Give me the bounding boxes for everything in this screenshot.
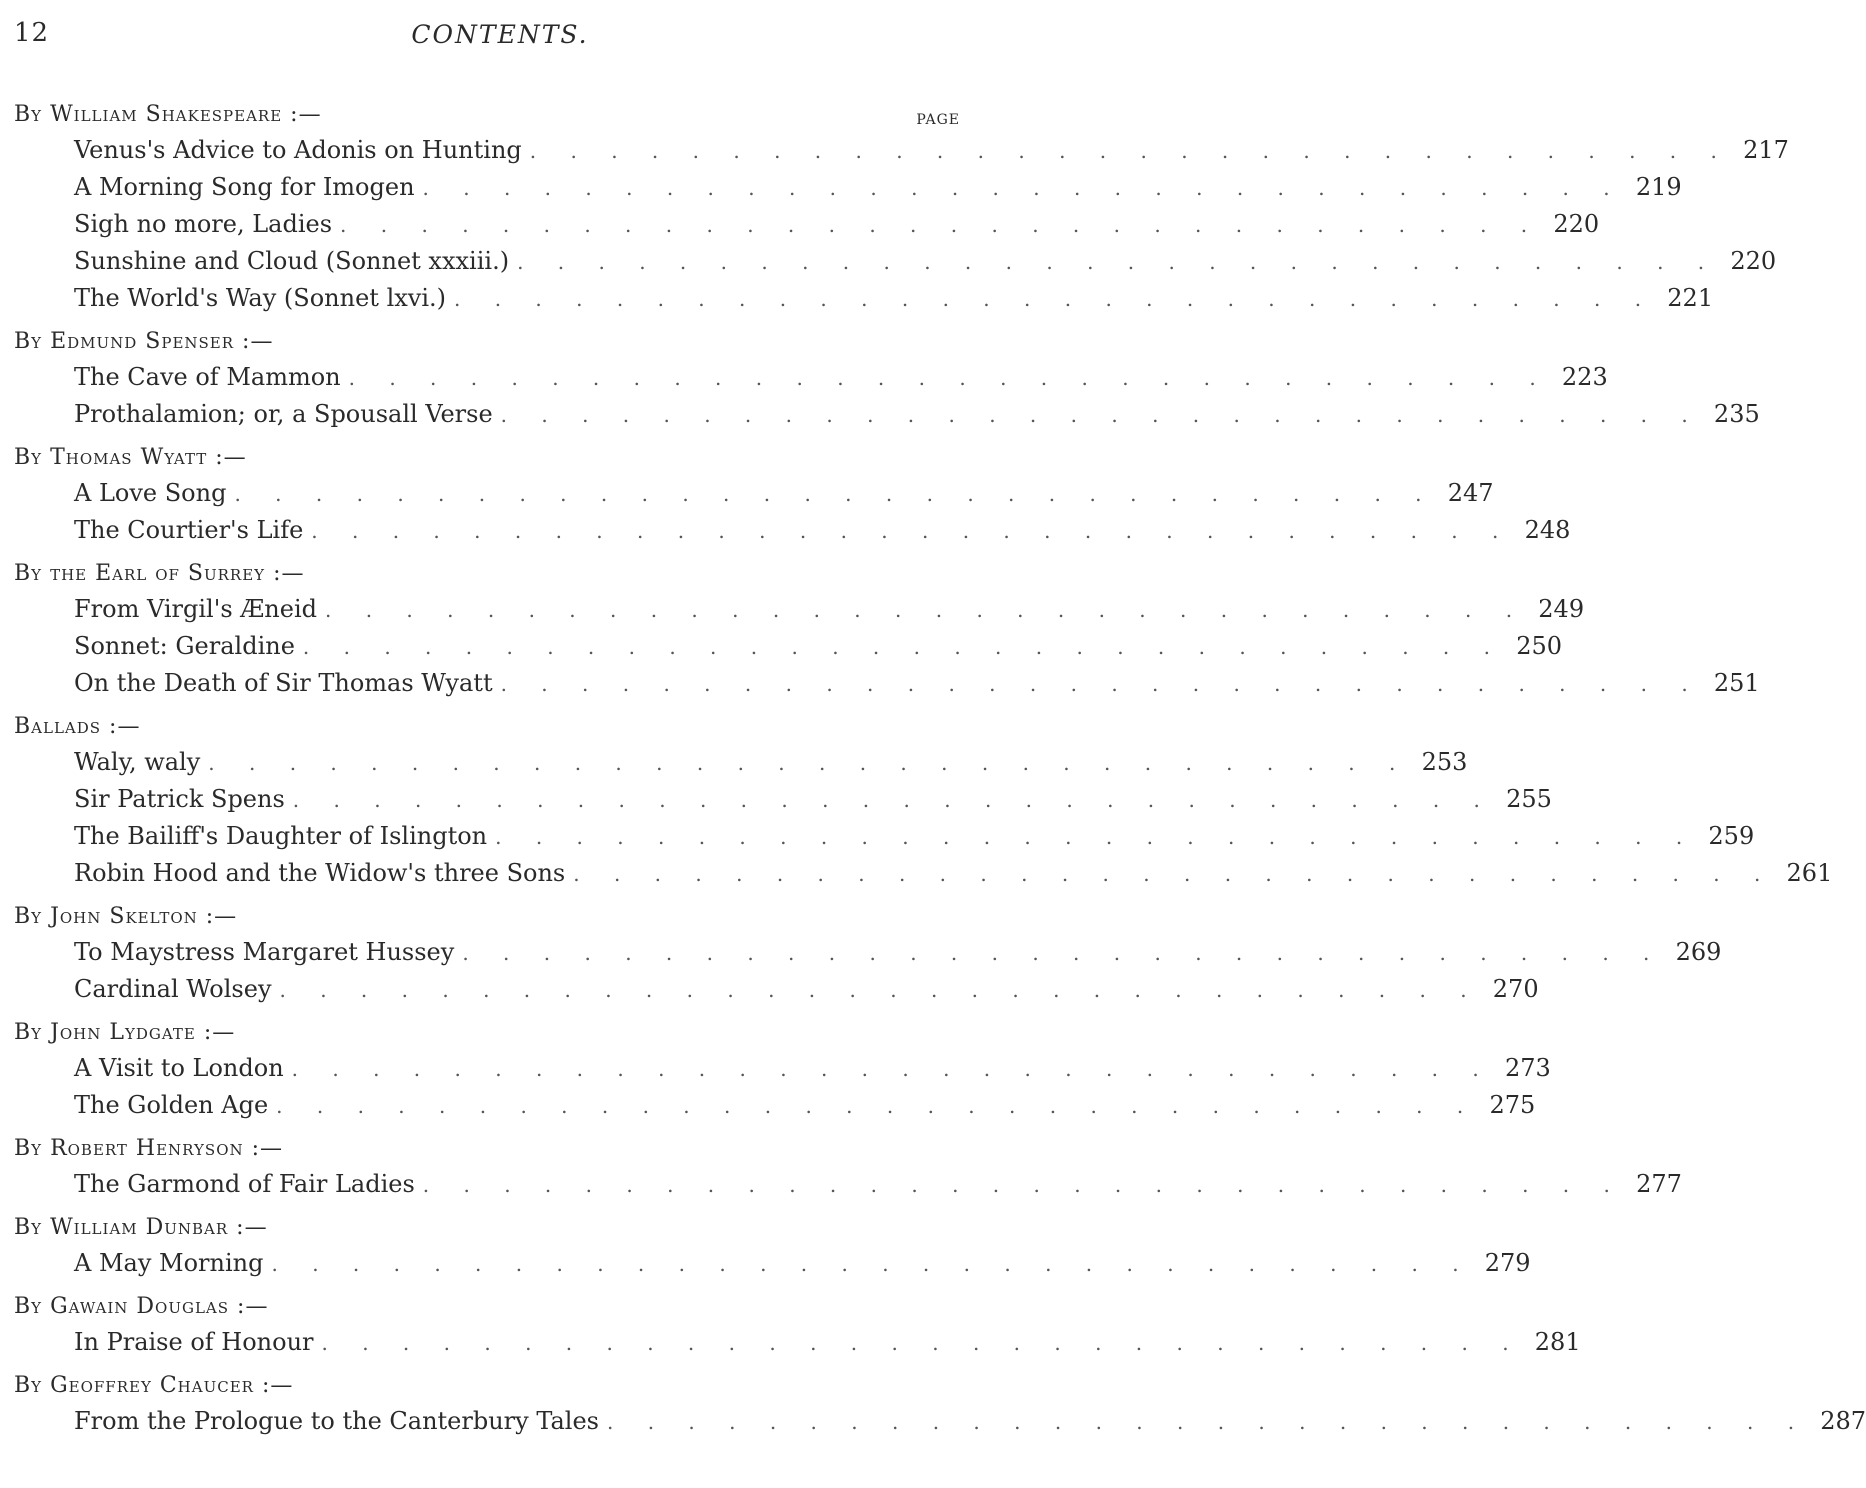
- entry-title: The Garmond of Fair Ladies: [74, 1170, 415, 1198]
- entry-page-number: 251: [1713, 669, 1760, 697]
- toc-entry: [14, 243, 1777, 280]
- dot-leader: . . . . . . . . . . . . . . . . . . . . . . . . . . . . . .: [529, 139, 1731, 163]
- toc-entry: [14, 781, 1552, 818]
- entry-title: A Visit to London: [74, 1054, 284, 1082]
- entry-title: The Cave of Mammon: [74, 363, 341, 391]
- toc-entry: [14, 1087, 1536, 1124]
- entry-title: To Maystress Margaret Hussey: [74, 938, 455, 966]
- dot-leader: . . . . . . . . . . . . . . . . . . . . . . . . . . . . . .: [422, 1173, 1624, 1197]
- entry-page-number: 277: [1636, 1170, 1682, 1198]
- author-heading: By Edmund Spenser :—: [14, 329, 274, 354]
- entry-page-number: 223: [1561, 363, 1608, 391]
- dot-leader: . . . . . . . . . . . . . . . . . . . . . . . . . . . . . .: [606, 1410, 1809, 1434]
- entry-page-number: 220: [1553, 210, 1600, 238]
- dot-leader: . . . . . . . . . . . . . . . . . . . . . . . . . . . . . .: [292, 788, 1494, 812]
- toc-section: [14, 325, 1760, 433]
- entry-page-number: 281: [1534, 1328, 1581, 1356]
- dot-leader: . . . . . . . . . . . . . . . . . . . . . . . . . . . . . .: [271, 1252, 1473, 1276]
- author-heading: By Robert Henryson :—: [14, 1136, 284, 1161]
- toc-entry: [14, 1050, 1551, 1087]
- toc-entry: [14, 934, 1722, 971]
- toc-entry: [14, 855, 1833, 892]
- entry-title: The Courtier's Life: [74, 516, 304, 544]
- toc-section: [14, 1369, 1866, 1440]
- entry-page-number: 259: [1708, 822, 1755, 850]
- toc-entry: [14, 1166, 1682, 1203]
- running-head: CONTENTS.: [411, 20, 589, 49]
- entry-title: From the Prologue to the Canterbury Tales: [74, 1407, 599, 1435]
- dot-leader: . . . . . . . . . . . . . . . . . . . . . . . . . . . . . .: [495, 825, 1697, 849]
- dot-leader: . . . . . . . . . . . . . . . . . . . . . . . . . . . . . .: [321, 1331, 1523, 1355]
- dot-leader: . . . . . . . . . . . . . . . . . . . . . . . . . . . . . .: [234, 482, 1436, 506]
- entry-title: Sigh no more, Ladies: [74, 210, 333, 238]
- entry-page-number: 221: [1667, 284, 1714, 312]
- author-heading: By John Lydgate :—: [14, 1020, 236, 1045]
- toc-entry: [14, 744, 1468, 781]
- toc-section: [14, 1211, 1531, 1282]
- toc-section: [14, 98, 1789, 317]
- author-heading: By Thomas Wyatt :—: [14, 445, 247, 470]
- entry-title: The World's Way (Sonnet lxvi.): [74, 284, 446, 312]
- entry-page-number: 217: [1743, 136, 1789, 164]
- entry-page-number: 273: [1504, 1054, 1551, 1082]
- entry-title: From Virgil's Æneid: [74, 595, 317, 623]
- toc-section: [14, 710, 1833, 892]
- entry-page-number: 220: [1730, 247, 1777, 275]
- entry-title: Robin Hood and the Widow's three Sons: [74, 859, 566, 887]
- toc-entry: [14, 169, 1682, 206]
- entry-page-number: 249: [1538, 595, 1585, 623]
- dot-leader: . . . . . . . . . . . . . . . . . . . . . . . . . . . . . .: [500, 403, 1702, 427]
- entry-title: In Praise of Honour: [74, 1328, 314, 1356]
- author-heading: By John Skelton :—: [14, 904, 238, 929]
- toc-entry: [14, 665, 1760, 702]
- entry-page-number: 248: [1524, 516, 1571, 544]
- entry-page-number: 261: [1786, 859, 1833, 887]
- entry-title: On the Death of Sir Thomas Wyatt: [74, 669, 493, 697]
- entry-page-number: 219: [1635, 173, 1682, 201]
- toc-entry: [14, 1324, 1581, 1361]
- dot-leader: . . . . . . . . . . . . . . . . . . . . . . . . . . . . . .: [573, 862, 1775, 886]
- dot-leader: . . . . . . . . . . . . . . . . . . . . . . . . . . . . . .: [422, 176, 1624, 200]
- entry-page-number: 247: [1447, 479, 1494, 507]
- author-heading: By William Shakespeare :—: [14, 102, 322, 127]
- page-column-label: PAGE: [916, 112, 960, 128]
- entry-page-number: 279: [1484, 1249, 1531, 1277]
- toc-entry: [14, 512, 1571, 549]
- dot-leader: . . . . . . . . . . . . . . . . . . . . . . . . . . . . . .: [208, 751, 1410, 775]
- entry-title: The Bailiff's Daughter of Islington: [74, 822, 488, 850]
- entry-title: A May Morning: [74, 1249, 264, 1277]
- entry-title: Prothalamion; or, a Spousall Verse: [74, 400, 493, 428]
- entry-title: Venus's Advice to Adonis on Hunting: [74, 136, 522, 164]
- author-heading: By the Earl of Surrey :—: [14, 561, 305, 586]
- dot-leader: . . . . . . . . . . . . . . . . . . . . . . . . . . . . . .: [348, 366, 1550, 390]
- entry-title: Sunshine and Cloud (Sonnet xxxiii.): [74, 247, 510, 275]
- entry-page-number: 255: [1506, 785, 1552, 813]
- dot-leader: . . . . . . . . . . . . . . . . . . . . . . . . . . . . . .: [325, 598, 1527, 622]
- toc-section: [14, 1290, 1581, 1361]
- toc-entry: [14, 1245, 1531, 1282]
- author-heading: By William Dunbar :—: [14, 1215, 268, 1240]
- entry-title: A Love Song: [74, 479, 227, 507]
- toc-entry: [14, 628, 1562, 665]
- toc-entry: [14, 818, 1755, 855]
- toc-entry: [14, 475, 1494, 512]
- entry-title: Waly, waly: [74, 748, 201, 776]
- author-heading: By Geoffrey Chaucer :—: [14, 1373, 294, 1398]
- dot-leader: . . . . . . . . . . . . . . . . . . . . . . . . . . . . . .: [291, 1057, 1493, 1081]
- entry-title: The Golden Age: [74, 1091, 269, 1119]
- entry-page-number: 269: [1675, 938, 1722, 966]
- entry-page-number: 235: [1713, 400, 1760, 428]
- entry-title: Sir Patrick Spens: [74, 785, 285, 813]
- toc-section: [14, 900, 1722, 1008]
- entry-page-number: 253: [1421, 748, 1468, 776]
- toc-section: [14, 557, 1760, 702]
- toc-entry: [14, 971, 1539, 1008]
- author-heading: By Gawain Douglas :—: [14, 1294, 269, 1319]
- toc-entry: [14, 591, 1585, 628]
- entry-page-number: 275: [1489, 1091, 1536, 1119]
- dot-leader: . . . . . . . . . . . . . . . . . . . . . . . . . . . . . .: [279, 978, 1481, 1002]
- toc-entry: [14, 359, 1608, 396]
- toc-entry: [14, 280, 1714, 317]
- toc-section: [14, 1016, 1551, 1124]
- dot-leader: . . . . . . . . . . . . . . . . . . . . . . . . . . . . . .: [302, 635, 1504, 659]
- page-number: 12: [14, 18, 50, 48]
- dot-leader: . . . . . . . . . . . . . . . . . . . . . . . . . . . . . .: [462, 941, 1664, 965]
- toc-section: [14, 441, 1571, 549]
- dot-leader: . . . . . . . . . . . . . . . . . . . . . . . . . . . . . .: [454, 287, 1656, 311]
- toc-entry: [14, 132, 1789, 169]
- dot-leader: . . . . . . . . . . . . . . . . . . . . . . . . . . . . . .: [311, 519, 1513, 543]
- toc-entry: [14, 206, 1600, 243]
- entry-page-number: 287: [1820, 1407, 1866, 1435]
- dot-leader: . . . . . . . . . . . . . . . . . . . . . . . . . . . . . .: [517, 250, 1719, 274]
- toc-section: [14, 1132, 1682, 1203]
- author-heading: Ballads :—: [14, 714, 141, 739]
- table-of-contents: [14, 98, 1866, 1448]
- entry-page-number: 250: [1516, 632, 1562, 660]
- entry-page-number: 270: [1492, 975, 1539, 1003]
- toc-entry: [14, 1403, 1866, 1440]
- entry-title: Cardinal Wolsey: [74, 975, 272, 1003]
- dot-leader: . . . . . . . . . . . . . . . . . . . . . . . . . . . . . .: [276, 1094, 1478, 1118]
- dot-leader: . . . . . . . . . . . . . . . . . . . . . . . . . . . . . .: [500, 672, 1702, 696]
- entry-title: A Morning Song for Imogen: [74, 173, 415, 201]
- dot-leader: . . . . . . . . . . . . . . . . . . . . . . . . . . . . . .: [340, 213, 1542, 237]
- toc-entry: [14, 396, 1760, 433]
- entry-title: Sonnet: Geraldine: [74, 632, 295, 660]
